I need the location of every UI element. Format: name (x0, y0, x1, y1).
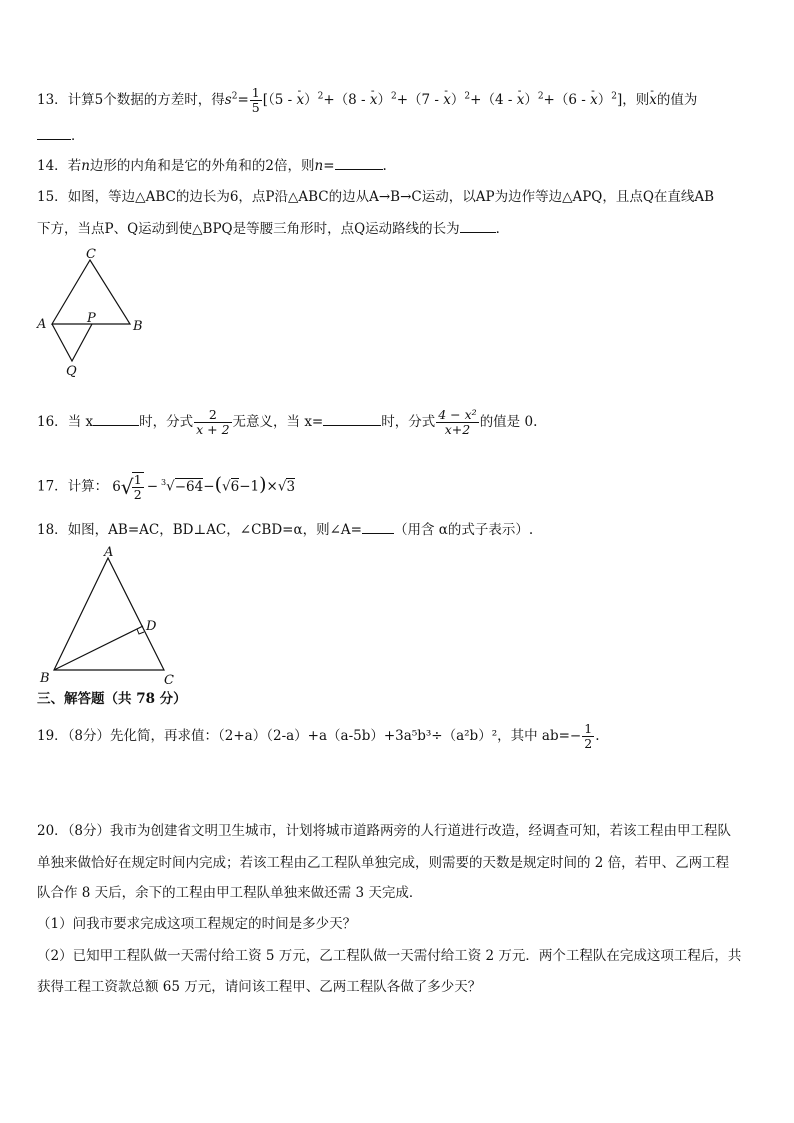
q20-part1: （1）问我市要求完成这项工程规定的时间是多少天？ (37, 916, 357, 932)
q17-times: × (266, 478, 278, 495)
q15-end: ． (495, 221, 510, 237)
q19-fraction (582, 722, 594, 751)
q16-text-1: 当 x (67, 414, 94, 430)
q17-sqrt-frac: √ $\frac{1}{2}$ (120, 472, 142, 502)
q20-line2: 单独来做恰好在规定时间内完成；若该工程由乙工程队单独完成，则需要的天数是规定时间的 2 倍，若甲、乙两工程 (37, 855, 730, 871)
q18-text-2: （用含 α的式子表示）. (393, 522, 534, 538)
q13-term2-close: ） (377, 92, 391, 108)
q13-frac-num: 1 (251, 85, 260, 100)
q17-rad-den: 2 (133, 487, 142, 502)
q18-triangle-abc (54, 558, 164, 670)
q19-frac-num: 1 (584, 721, 593, 736)
q17-paren-open: ( (214, 473, 222, 496)
q13-sup: 2 (231, 91, 238, 102)
q18-figure (34, 546, 184, 688)
q13-term3-close: ） (450, 92, 465, 108)
q13-xbar-4: - x (517, 90, 525, 110)
q14-text-1: 若 (67, 158, 82, 174)
q20-line1 (37, 821, 731, 841)
q13-line2 (37, 125, 85, 146)
q13-term4-close: ） (524, 92, 538, 108)
q20-line3: 队合作 8 天后，余下的工程由甲工程队单独来做还需 3 天完成． (37, 885, 423, 901)
q13-term5-close: ） (597, 92, 612, 108)
q17-paren-close: ) (259, 473, 267, 496)
q17-cube-arg: −64 (174, 478, 204, 495)
q16-f2-den: x+2 (444, 422, 471, 437)
q19-number: 19． (37, 728, 68, 744)
q17-sqrt3-arg: 3 (286, 478, 296, 495)
q13-xbar-3: - x (443, 90, 451, 110)
q16-answer-blank-2[interactable] (323, 411, 381, 426)
q13-term1-open: [（5 - (262, 92, 297, 108)
q16-text-2: 时，分式 (139, 414, 194, 430)
q13-term5-open: +（6 - (543, 92, 591, 108)
q16-text-3: 无意义，当 x= (232, 414, 324, 430)
q17-sqrt3: √3 (277, 478, 296, 495)
q19-end: . (595, 728, 600, 744)
q14-text-3: = (323, 158, 335, 174)
q15-number: 15． (37, 189, 68, 205)
q18-line (37, 519, 533, 540)
q15-label-p: P (87, 311, 96, 326)
q13-term2-open: +（8 - (323, 92, 370, 108)
q16-f2-num: 4 − x² (438, 407, 477, 422)
q16-answer-blank-1[interactable] (93, 411, 139, 426)
q14-end: . (382, 158, 387, 174)
q16-fraction-2 (436, 408, 478, 437)
q13-xbar-1: - x (296, 90, 304, 110)
q18-label-a: A (104, 546, 114, 560)
q15-line1 (37, 187, 714, 207)
q13-eq: = (237, 92, 249, 108)
q18-label-b: B (40, 671, 50, 686)
q15-label-c: C (86, 247, 96, 262)
q13-line1: 13．计算5个数据的方差时，得$s^2=$ $\frac{1}{5}$ [（5 - - x）$^2$+（8 - - x）$^2$+（7 - - x）$^2$+（4 - - x）$^2$+（6 - - x）$^2$]，则- x的值为 (37, 86, 697, 115)
q13-end: ． (71, 128, 85, 144)
q15-label-q: Q (66, 364, 77, 379)
q17-coef: 6 (112, 478, 121, 495)
q16-text-5: 的值是 0. (479, 414, 538, 430)
q17-sqrt6: √6 (221, 478, 240, 495)
q13-text-after: 的值为 (656, 92, 698, 108)
q18-right-angle-mark (137, 629, 144, 634)
q17-line (37, 472, 295, 502)
q13-number: 13． (37, 92, 68, 108)
q15-figure (30, 244, 150, 384)
q18-number: 18． (37, 522, 68, 538)
q15-text-2: 下方，当点P、Q运动到使△BPQ是等腰三角形时，点Q运动路线的长为 (37, 221, 460, 237)
q13-xbar-6: - x (649, 90, 657, 110)
q20-part2-line1: （2）已知甲工程队做一天需付给工资 5 万元，乙工程队做一天需付给工资 2 万元．两个工程队在完成这项工程后，共 (37, 948, 742, 964)
q13-fraction (250, 86, 262, 115)
q18-label-c: C (164, 673, 174, 688)
q18-segment-bd (54, 626, 143, 670)
q20-text-1: （8分）我市为创建省文明卫生城市，计划将城市道路两旁的人行道进行改造，经调查可知，若该工程由甲工程队 (67, 823, 732, 839)
q14-line (37, 155, 387, 176)
q16-f1-num: 2 (194, 408, 231, 423)
q17-cube-index: 3 (161, 478, 167, 487)
q14-answer-blank[interactable] (335, 155, 383, 170)
q14-n2: n (314, 158, 324, 174)
q15-label-a: A (37, 317, 47, 332)
q13-term1-close: ） (304, 92, 318, 108)
q15-text-1: 如图，等边△ABC的边长为6，点P沿△ABC的边从A→B→C运动，以AP为边作等边△APQ，且点Q在直线AB (67, 189, 715, 205)
q14-n: n (81, 158, 90, 174)
q15-triangle-apq (52, 324, 92, 361)
q13-xbar-5: - x (590, 90, 598, 110)
q17-minus-2: − (203, 478, 215, 495)
q17-number: 17． (37, 478, 68, 495)
q13-term3-open: +（7 - (396, 92, 444, 108)
q19-line (37, 722, 599, 751)
q15-label-b: B (133, 319, 143, 334)
q20-part2-line2: 获得工程工资款总额 65 万元，请问该工程甲、乙两工程队各做了多少天？ (37, 979, 482, 995)
q16-number: 16． (37, 414, 68, 430)
q19-text: （8分）先化简，再求值：（2+a）（2-a）+a（a-5b）+3a⁵b³÷（a²b）²，其中 ab= (67, 728, 570, 744)
q17-rad-num: 1 (133, 472, 142, 487)
q13-frac-den: 5 (251, 100, 260, 115)
q16-text-4: 时，分式 (381, 414, 436, 430)
q18-text-1: 如图，AB=AC，BD⊥AC，∠CBD=α，则∠A= (67, 522, 362, 538)
section-3-heading: 三、解答题（共 78 分） (37, 691, 187, 707)
q13-close-bracket: ]，则 (616, 92, 650, 108)
q14-text-2: 边形的内角和是它的外角和的2倍，则 (89, 158, 315, 174)
q15-answer-blank[interactable] (460, 218, 496, 233)
q16-fraction-1 (194, 408, 231, 437)
q13-term4-open: +（4 - (470, 92, 517, 108)
q13-s: s (224, 92, 232, 108)
q14-number: 14． (37, 158, 68, 174)
q16-line (37, 408, 537, 437)
q18-label-d: D (146, 619, 157, 634)
q17-minus-1: − (146, 478, 159, 495)
q20-number: 20． (37, 823, 68, 839)
q17-text: 计算： (67, 478, 109, 495)
q17-minus-3: −1 (239, 478, 260, 495)
q16-f1-den: x + 2 (196, 422, 230, 437)
q19-neg: − (569, 728, 582, 744)
q19-frac-den: 2 (584, 736, 593, 751)
q13-text-before: 计算5个数据的方差时，得 (67, 92, 225, 108)
q17-sqrt6-arg: 6 (230, 478, 240, 495)
q18-answer-blank[interactable] (362, 519, 394, 534)
q13-xbar-2: - x (370, 90, 378, 110)
q15-line2 (37, 218, 509, 239)
q17-cube-root: √−64 (166, 478, 204, 495)
q13-answer-blank[interactable] (37, 125, 71, 140)
